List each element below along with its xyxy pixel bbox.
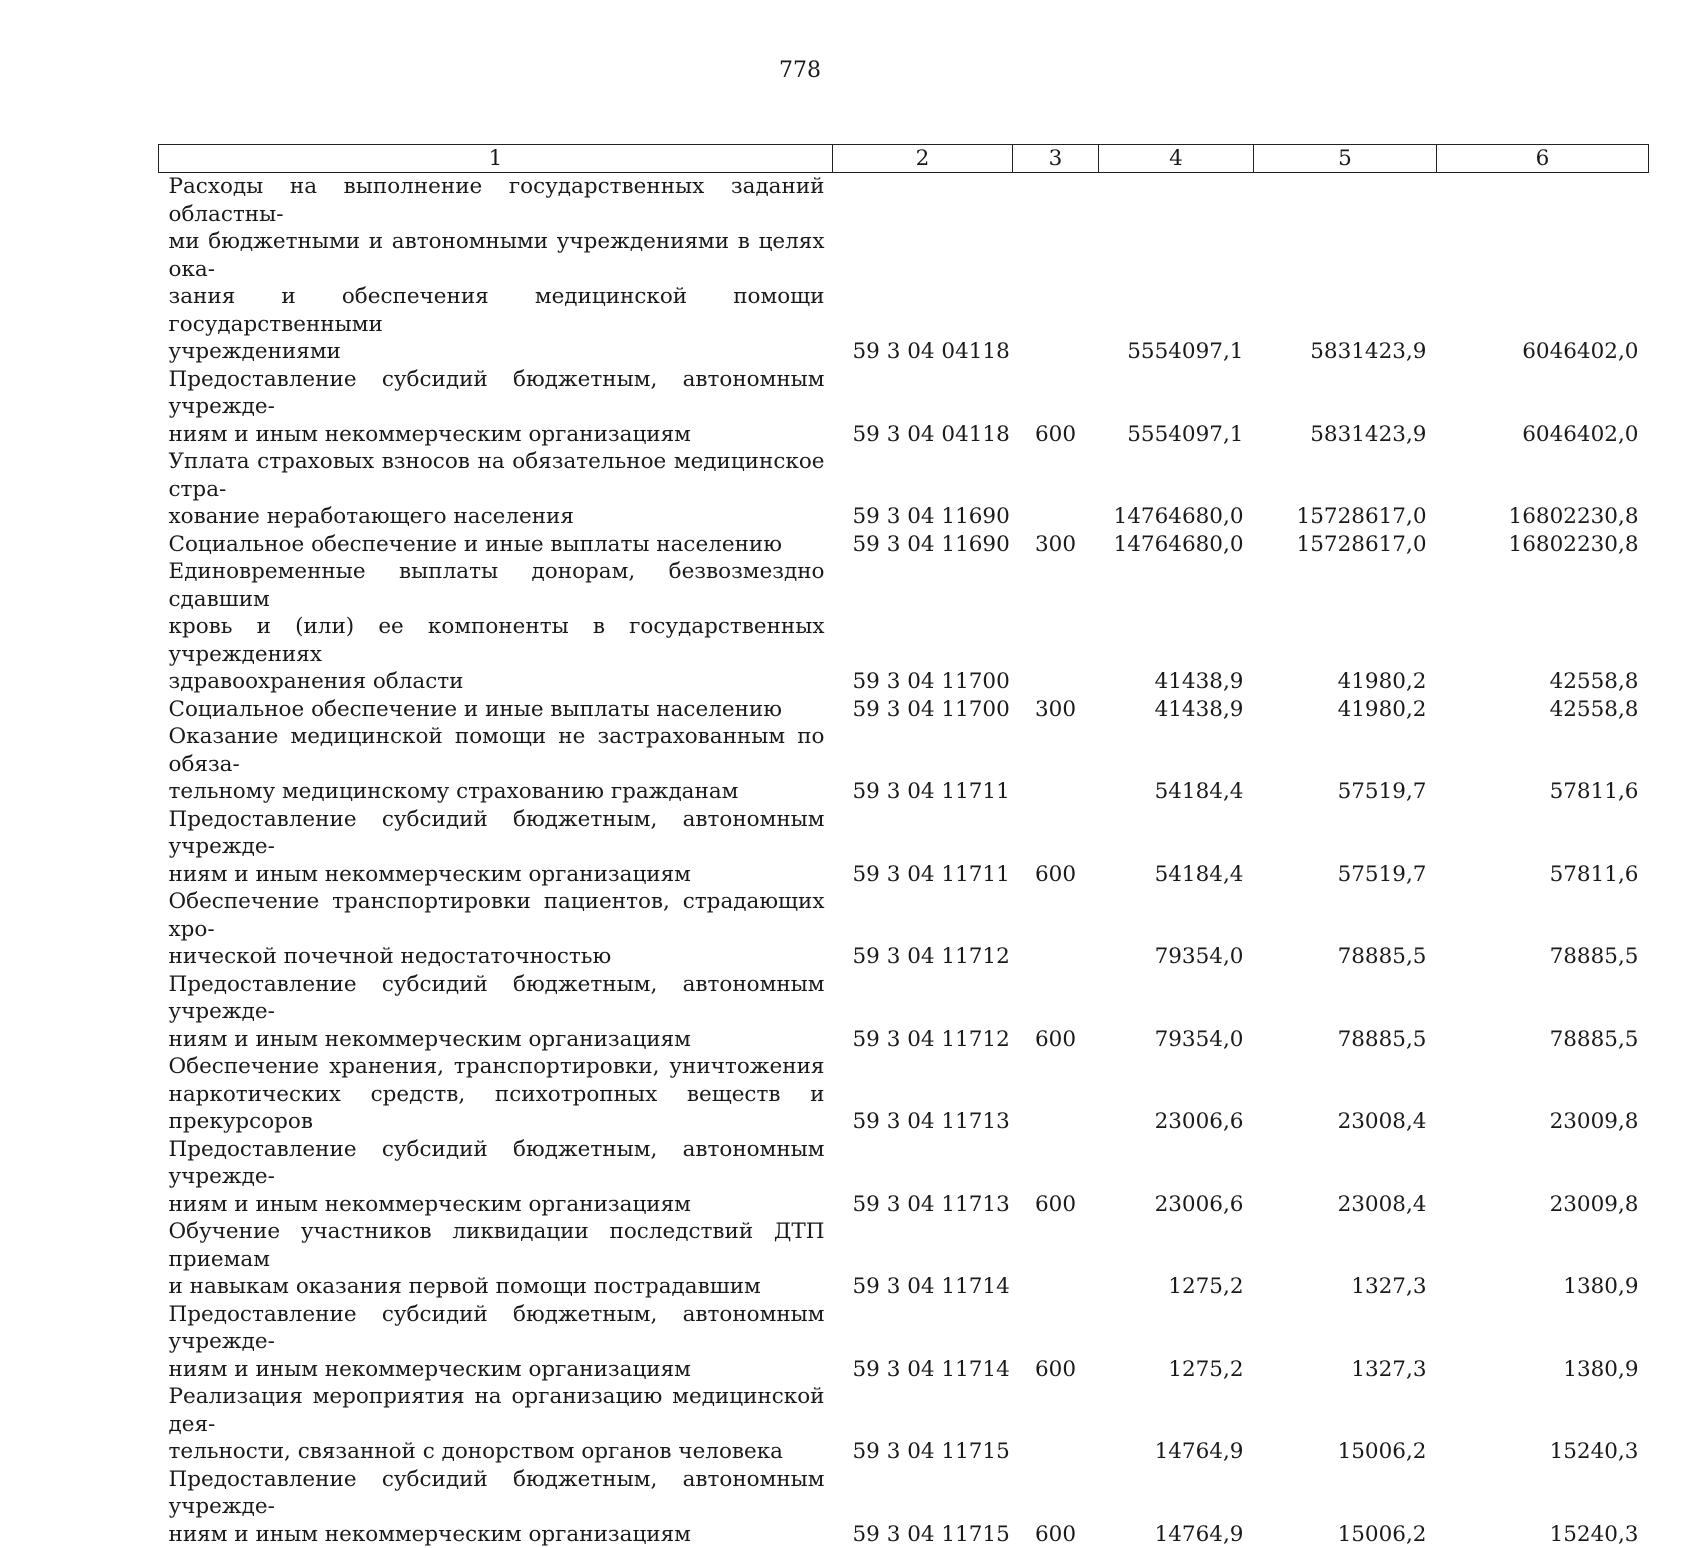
table-row [159,1136,1649,1219]
row-code: 59 3 04 04118 [833,173,1013,366]
row-name-line: ми бюджетными и автономными учреждениями в целях ока- [169,228,825,283]
header-row [159,145,1649,173]
row-value-col-5: 5831423,9 [1254,173,1437,366]
table-row [159,1053,1649,1136]
header-col-1: 1 [159,145,833,173]
table-row [159,173,1649,366]
row-value-col-4: 5554097,1 [1099,366,1254,449]
row-value-col-4: 54184,4 [1099,723,1254,806]
table-row [159,723,1649,806]
table-row [159,1301,1649,1384]
row-expense-type: 600 [1013,1136,1099,1219]
row-name-line: Предоставление субсидий бюджетным, автономным учрежде- [169,1301,825,1356]
row-expense-type [1013,1383,1099,1466]
row-name [159,448,833,531]
row-value-col-6: 6046402,0 [1437,366,1649,449]
row-name [159,806,833,889]
row-value-col-4: 1275,2 [1099,1301,1254,1384]
row-value-col-4: 79354,0 [1099,971,1254,1054]
row-value-col-6: 78885,5 [1437,971,1649,1054]
table-header [159,145,1649,173]
row-value-col-4: 41438,9 [1099,558,1254,696]
row-value-col-5: 78885,5 [1254,888,1437,971]
row-code: 59 3 04 11713 [833,1053,1013,1136]
row-value-col-5: 23008,4 [1254,1136,1437,1219]
row-value-col-4: 14764680,0 [1099,531,1254,559]
row-name-line: Обучение участников ликвидации последствий ДТП приемам [169,1218,825,1273]
row-name [159,1466,833,1548]
row-name-line: Оказание медицинской помощи не застрахованным по обяза- [169,723,825,778]
table-row [159,696,1649,724]
table-row [159,448,1649,531]
row-name-line: Реализация мероприятия на организацию медицинской дея- [169,1383,825,1438]
row-code: 59 3 04 11715 [833,1466,1013,1548]
table-row [159,1466,1649,1548]
row-value-col-4: 14764,9 [1099,1466,1254,1548]
row-name [159,173,833,366]
row-value-col-5: 15006,2 [1254,1383,1437,1466]
row-value-col-6: 42558,8 [1437,558,1649,696]
row-code: 59 3 04 11711 [833,723,1013,806]
row-name-line: ниям и иным некоммерческим организациям [169,1521,825,1548]
row-name-line: хование неработающего населения [169,503,825,531]
row-name-line: тельному медицинскому страхованию гражданам [169,778,825,806]
row-expense-type: 600 [1013,366,1099,449]
row-code: 59 3 04 04118 [833,366,1013,449]
row-expense-type [1013,448,1099,531]
header-col-2: 2 [833,145,1013,173]
row-value-col-6: 6046402,0 [1437,173,1649,366]
row-value-col-4: 54184,4 [1099,806,1254,889]
row-name [159,1053,833,1136]
row-value-col-6: 23009,8 [1437,1136,1649,1219]
header-col-6: 6 [1437,145,1649,173]
row-expense-type [1013,558,1099,696]
table-row [159,806,1649,889]
row-expense-type: 600 [1013,1466,1099,1548]
row-name-line: ниям и иным некоммерческим организациям [169,1191,825,1219]
row-name [159,1136,833,1219]
row-expense-type: 600 [1013,971,1099,1054]
row-value-col-4: 79354,0 [1099,888,1254,971]
row-code: 59 3 04 11700 [833,696,1013,724]
row-value-col-4: 14764,9 [1099,1383,1254,1466]
table-row [159,531,1649,559]
row-value-col-5: 57519,7 [1254,723,1437,806]
table-row [159,971,1649,1054]
row-code: 59 3 04 11714 [833,1218,1013,1301]
row-value-col-5: 78885,5 [1254,971,1437,1054]
row-code: 59 3 04 11690 [833,448,1013,531]
table-row [159,888,1649,971]
row-code: 59 3 04 11700 [833,558,1013,696]
row-name-line: Предоставление субсидий бюджетным, автономным учрежде- [169,366,825,421]
row-name-line: тельности, связанной с донорством органов человека [169,1438,825,1466]
row-value-col-5: 41980,2 [1254,558,1437,696]
table-row [159,1383,1649,1466]
row-name-line: Уплата страховых взносов на обязательное медицинское стра- [169,448,825,503]
row-value-col-5: 5831423,9 [1254,366,1437,449]
row-value-col-4: 41438,9 [1099,696,1254,724]
row-value-col-6: 16802230,8 [1437,531,1649,559]
row-code: 59 3 04 11715 [833,1383,1013,1466]
table-row [159,558,1649,696]
row-expense-type [1013,1053,1099,1136]
row-expense-type [1013,1218,1099,1301]
row-value-col-6: 23009,8 [1437,1053,1649,1136]
row-name [159,366,833,449]
row-value-col-5: 15006,2 [1254,1466,1437,1548]
row-name-line: ниям и иным некоммерческим организациям [169,861,825,889]
row-expense-type [1013,723,1099,806]
row-code: 59 3 04 11690 [833,531,1013,559]
row-name-line: Обеспечение транспортировки пациентов, страдающих хро- [169,888,825,943]
row-name-line: Социальное обеспечение и иные выплаты населению [169,531,825,559]
row-code: 59 3 04 11712 [833,888,1013,971]
row-value-col-5: 57519,7 [1254,806,1437,889]
row-name-line: и навыкам оказания первой помощи пострадавшим [169,1273,825,1301]
table-row [159,1218,1649,1301]
row-expense-type: 300 [1013,531,1099,559]
row-name-line: Обеспечение хранения, транспортировки, уничтожения [169,1053,825,1081]
row-expense-type [1013,888,1099,971]
row-name-line: Предоставление субсидий бюджетным, автономным учрежде- [169,1466,825,1521]
row-name [159,1218,833,1301]
row-value-col-5: 41980,2 [1254,696,1437,724]
header-col-3: 3 [1013,145,1099,173]
row-expense-type: 300 [1013,696,1099,724]
row-name [159,558,833,696]
page-number: 778 [0,58,1685,83]
row-expense-type [1013,173,1099,366]
table-body [159,173,1649,1548]
row-value-col-5: 15728617,0 [1254,448,1437,531]
budget-table [158,144,1649,1548]
row-name-line: ниям и иным некоммерческим организациям [169,1356,825,1384]
row-name-line: ниям и иным некоммерческим организациям [169,1026,825,1054]
row-value-col-4: 23006,6 [1099,1136,1254,1219]
row-name [159,888,833,971]
row-name [159,971,833,1054]
row-value-col-6: 1380,9 [1437,1218,1649,1301]
row-value-col-6: 78885,5 [1437,888,1649,971]
row-name-line: кровь и (или) ее компоненты в государственных учреждениях [169,613,825,668]
row-name-line: Предоставление субсидий бюджетным, автономным учрежде- [169,971,825,1026]
row-code: 59 3 04 11711 [833,806,1013,889]
row-value-col-6: 16802230,8 [1437,448,1649,531]
row-name-line: ниям и иным некоммерческим организациям [169,421,825,449]
row-name-line: Социальное обеспечение и иные выплаты населению [169,696,825,724]
row-value-col-6: 42558,8 [1437,696,1649,724]
row-code: 59 3 04 11713 [833,1136,1013,1219]
row-code: 59 3 04 11714 [833,1301,1013,1384]
row-name-line: наркотических средств, психотропных веществ и прекурсоров [169,1081,825,1136]
row-expense-type: 600 [1013,1301,1099,1384]
row-value-col-5: 23008,4 [1254,1053,1437,1136]
row-value-col-6: 15240,3 [1437,1466,1649,1548]
row-name-line: зания и обеспечения медицинской помощи государственными [169,283,825,338]
row-name-line: Единовременные выплаты донорам, безвозмездно сдавшим [169,558,825,613]
row-name [159,1301,833,1384]
header-col-4: 4 [1099,145,1254,173]
row-name-line: Предоставление субсидий бюджетным, автономным учрежде- [169,806,825,861]
header-col-5: 5 [1254,145,1437,173]
row-name [159,723,833,806]
row-name [159,696,833,724]
row-value-col-6: 1380,9 [1437,1301,1649,1384]
row-name [159,531,833,559]
row-name [159,1383,833,1466]
row-value-col-4: 5554097,1 [1099,173,1254,366]
row-name-line: Расходы на выполнение государственных заданий областны- [169,173,825,228]
row-name-line: здравоохранения области [169,668,825,696]
row-name-line: нической почечной недостаточностью [169,943,825,971]
row-value-col-4: 14764680,0 [1099,448,1254,531]
row-value-col-5: 15728617,0 [1254,531,1437,559]
row-value-col-6: 57811,6 [1437,723,1649,806]
row-value-col-6: 15240,3 [1437,1383,1649,1466]
row-value-col-5: 1327,3 [1254,1301,1437,1384]
row-name-line: Предоставление субсидий бюджетным, автономным учрежде- [169,1136,825,1191]
row-code: 59 3 04 11712 [833,971,1013,1054]
row-expense-type: 600 [1013,806,1099,889]
row-name-line: учреждениями [169,338,825,366]
row-value-col-5: 1327,3 [1254,1218,1437,1301]
row-value-col-4: 23006,6 [1099,1053,1254,1136]
table-row [159,366,1649,449]
row-value-col-4: 1275,2 [1099,1218,1254,1301]
row-value-col-6: 57811,6 [1437,806,1649,889]
